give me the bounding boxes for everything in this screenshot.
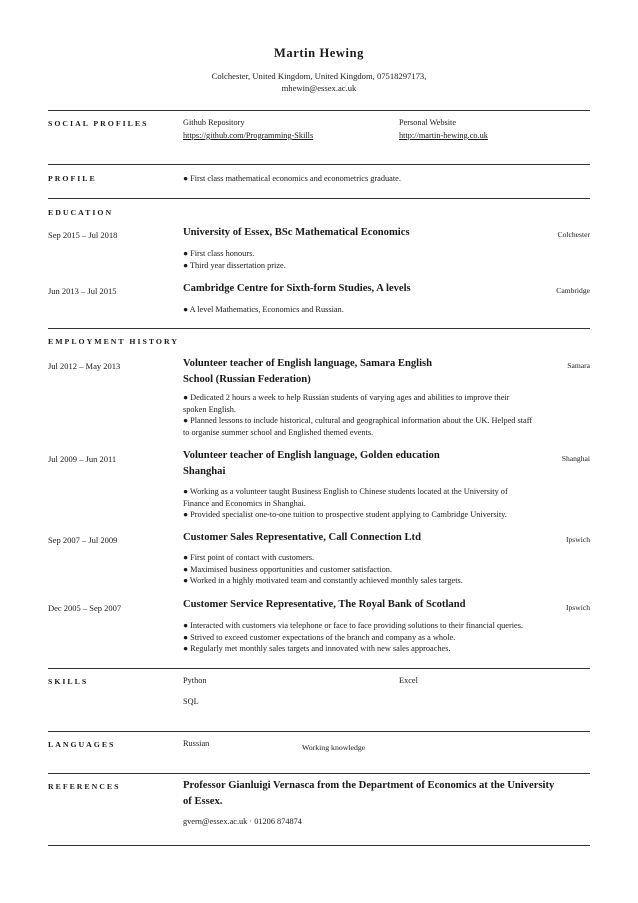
divider [48,668,590,669]
list-item: spoken English. [183,404,237,414]
candidate-name: Martin Hewing [273,46,365,60]
edu-details [183,304,578,316]
profile-text: ● First class mathematical economics and econometrics graduate. [183,174,401,183]
contact-email: mhewin@essex.ac.uk [281,83,357,93]
list-item: ● First class honours. [183,249,255,258]
edu-title: University of Essex, BSc Mathematical Economics [183,227,410,238]
job-title [183,597,466,613]
reference-name [183,778,593,810]
job-title-line: Customer Service Representative, The Royal Bank of Scotland [183,599,466,610]
divider [48,164,590,165]
list-item: ● Strived to exceed customer expectations of the branch and company as a whole. [183,632,456,642]
divider [48,328,590,329]
reference-contact: gvern@essex.ac.uk · 01206 874874 [183,817,302,826]
job-location: Ipswich [565,603,590,612]
list-item: ● Worked in a highly motivated team and constantly achieved monthly sales targets. [183,576,463,585]
list-item: ● Interacted with customers via telephone or face to face providing solutions to their financial queries. [183,621,523,630]
job-details [183,392,578,438]
job-details [183,552,578,587]
divider [48,845,590,846]
divider [48,731,590,732]
job-title-line: School (Russian Federation) [183,374,311,385]
section-heading-languages: LANGUAGES [48,740,116,749]
edu-date: Jun 2013 – Jul 2015 [48,286,117,296]
job-title [183,448,440,480]
section-heading-employment: EMPLOYMENT HISTORY [48,337,179,346]
list-item: ● Maximised business opportunities and customer satisfaction. [183,564,392,574]
job-title-line: Shanghai [183,466,226,477]
website-label: Personal Website [399,118,457,127]
job-date: Sep 2007 – Jul 2009 [48,535,118,545]
job-title [183,356,432,388]
edu-location: Colchester [557,230,590,239]
job-title [183,530,421,546]
github-label: Github Repository [183,118,245,127]
list-item: ● Planned lessons to include historical, cultural and geographical information about the UK. Helped staff [183,416,533,425]
language-level: Working knowledge [302,743,366,752]
job-date: Jul 2012 – May 2013 [48,361,121,371]
skill-item: Excel [399,676,418,685]
section-heading-references: REFERENCES [48,782,121,791]
section-heading-social: SOCIAL PROFILES [48,119,149,128]
divider [48,110,590,111]
section-heading-education: EDUCATION [48,208,114,217]
job-title-line: Customer Sales Representative, Call Connection Ltd [183,532,421,543]
list-item: ● Third year dissertation prize. [183,260,286,270]
job-title-line: Volunteer teacher of English language, Samara English [183,358,433,369]
reference-line: Professor Gianluigi Vernasca from the Department of Economics at the University [183,780,555,791]
edu-location: Cambridge [556,286,590,295]
list-item: to organise summer school and Englished themed events. [183,427,374,437]
list-item: ● A level Mathematics, Economics and Russian. [183,305,344,314]
job-date: Jul 2009 – Jun 2011 [48,454,117,464]
list-item: Finance and Economics in Shanghai. [183,498,306,508]
job-details [183,486,578,521]
contact-info [0,70,638,94]
divider [48,773,590,774]
job-title-line: Volunteer teacher of English language, Golden education [183,450,440,461]
section-heading-skills: SKILLS [48,677,89,686]
edu-title: Cambridge Centre for Sixth-form Studies, A levels [183,283,411,294]
edu-date: Sep 2015 – Jul 2018 [48,230,118,240]
edu-details [183,248,578,271]
list-item: ● First point of contact with customers. [183,553,315,562]
list-item: ● Dedicated 2 hours a week to help Russian students of varying ages and abilities to improve their [183,393,510,402]
language-name: Russian [183,739,210,748]
job-date: Dec 2005 – Sep 2007 [48,603,122,613]
job-location: Samara [567,361,590,370]
job-details [183,620,578,655]
divider [48,198,590,199]
github-link[interactable]: https://github.com/Programming-Skills [183,131,314,140]
section-heading-profile: PROFILE [48,174,97,183]
list-item: ● Regularly met monthly sales targets and innovated with new sales approaches. [183,644,451,653]
skill-item: SQL [183,697,199,706]
list-item: ● Provided specialist one-to-one tuition to prospective student applying to Cambridge University. [183,510,507,519]
job-location: Shanghai [561,454,590,463]
skill-item: Python [183,676,207,685]
contact-line: Colchester, United Kingdom, United Kingdom, 07518297173, [211,71,427,81]
website-link[interactable]: http://martin-hewing.co.uk [399,131,488,140]
job-location: Ipswich [565,535,590,544]
list-item: ● Working as a volunteer taught Business English to Chinese students located at the University of [183,487,508,496]
reference-line: of Essex. [183,796,223,807]
